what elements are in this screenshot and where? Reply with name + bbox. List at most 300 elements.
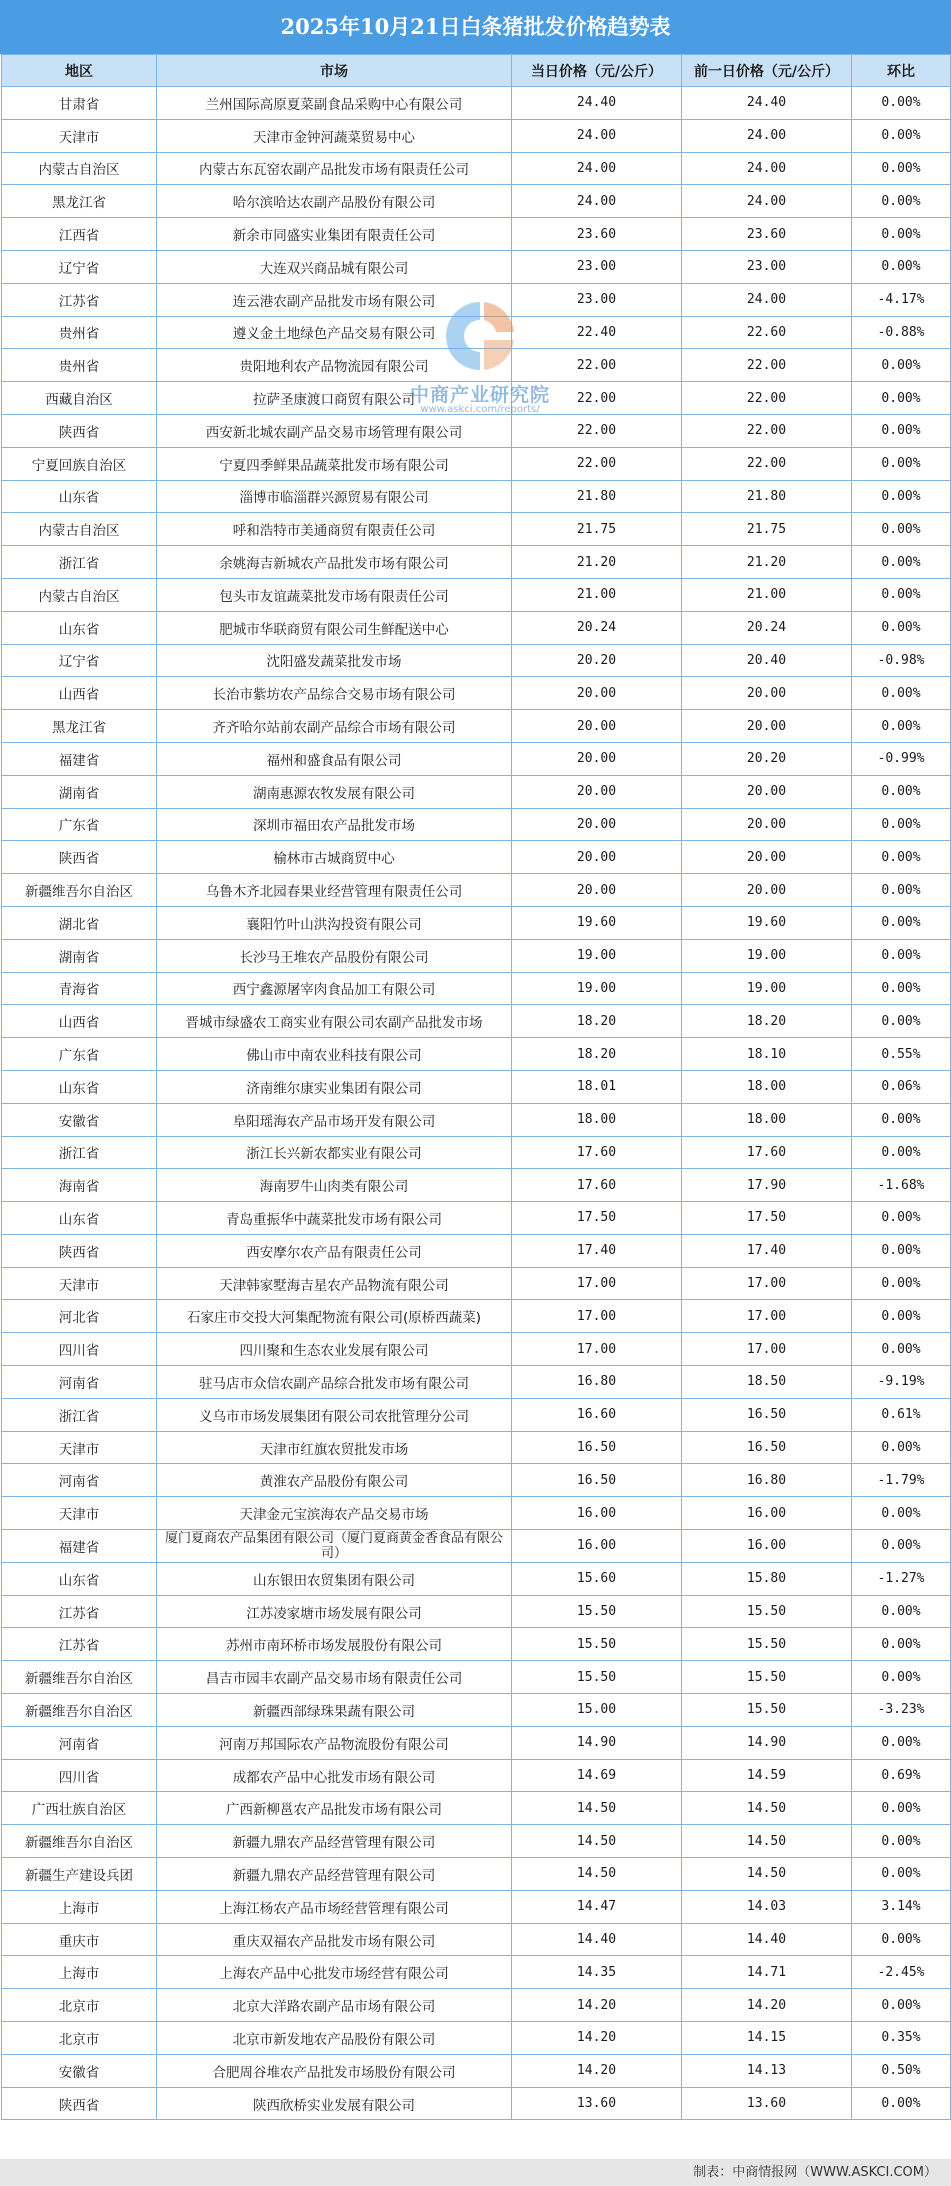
cell-prev-price: 22.00	[682, 414, 852, 447]
cell-change: -1.68%	[852, 1169, 951, 1202]
cell-prev-price: 18.00	[682, 1103, 852, 1136]
cell-change: 0.00%	[852, 250, 951, 283]
cell-change: 0.00%	[852, 1661, 951, 1694]
cell-prev-price: 14.71	[682, 1956, 852, 1989]
cell-change: 0.00%	[852, 1333, 951, 1366]
cell-today-price: 15.60	[512, 1562, 682, 1595]
cell-change: 0.00%	[852, 1628, 951, 1661]
cell-region: 四川省	[2, 1333, 157, 1366]
cell-region: 辽宁省	[2, 250, 157, 283]
cell-market: 兰州国际高原夏菜副食品采购中心有限公司	[157, 87, 512, 120]
header-change: 环比	[852, 55, 951, 87]
cell-region: 山东省	[2, 1202, 157, 1235]
cell-change: -0.88%	[852, 316, 951, 349]
cell-region: 江苏省	[2, 1628, 157, 1661]
cell-region: 湖南省	[2, 775, 157, 808]
cell-change: 0.00%	[852, 1726, 951, 1759]
cell-market: 包头市友谊蔬菜批发市场有限责任公司	[157, 578, 512, 611]
table-row	[2, 2087, 951, 2120]
header-today-price: 当日价格（元/公斤）	[512, 55, 682, 87]
table-row	[2, 775, 951, 808]
watermark-text: 中商产业研究院	[409, 384, 550, 406]
cell-change: 0.00%	[852, 1234, 951, 1267]
cell-market: 天津金元宝滨海农产品交易市场	[157, 1497, 512, 1530]
table-row	[2, 1628, 951, 1661]
cell-region: 北京市	[2, 1989, 157, 2022]
cell-change: 0.00%	[852, 611, 951, 644]
table-row	[2, 1792, 951, 1825]
cell-region: 江西省	[2, 218, 157, 251]
table-row	[2, 1858, 951, 1891]
cell-change: 0.00%	[852, 1267, 951, 1300]
cell-prev-price: 14.50	[682, 1792, 852, 1825]
table-row	[2, 382, 951, 415]
cell-region: 安徽省	[2, 1103, 157, 1136]
cell-region: 广东省	[2, 1038, 157, 1071]
cell-today-price: 18.20	[512, 1005, 682, 1038]
table-row	[2, 1202, 951, 1235]
cell-market: 宁夏四季鲜果品蔬菜批发市场有限公司	[157, 447, 512, 480]
cell-region: 湖南省	[2, 939, 157, 972]
cell-region: 山东省	[2, 1070, 157, 1103]
cell-change: 0.00%	[852, 1202, 951, 1235]
cell-region: 天津市	[2, 1431, 157, 1464]
cell-prev-price: 23.00	[682, 250, 852, 283]
cell-market: 厦门夏商农产品集团有限公司（厦门夏商黄金香食品有限公司）	[157, 1530, 512, 1563]
cell-today-price: 21.75	[512, 513, 682, 546]
cell-region: 新疆生产建设兵团	[2, 1858, 157, 1891]
cell-change: 0.35%	[852, 2022, 951, 2055]
cell-region: 重庆市	[2, 1923, 157, 1956]
table-row	[2, 87, 951, 120]
cell-today-price: 15.50	[512, 1661, 682, 1694]
cell-change: 0.00%	[852, 939, 951, 972]
cell-today-price: 24.00	[512, 185, 682, 218]
cell-change: 0.00%	[852, 1103, 951, 1136]
cell-prev-price: 13.60	[682, 2087, 852, 2120]
table-row	[2, 283, 951, 316]
cell-market: 海南罗牛山肉类有限公司	[157, 1169, 512, 1202]
cell-today-price: 20.00	[512, 808, 682, 841]
cell-today-price: 16.80	[512, 1366, 682, 1399]
cell-market: 长治市紫坊农产品综合交易市场有限公司	[157, 677, 512, 710]
cell-change: 0.00%	[852, 808, 951, 841]
cell-market: 西宁鑫源屠宰肉食品加工有限公司	[157, 972, 512, 1005]
cell-today-price: 18.00	[512, 1103, 682, 1136]
cell-market: 新余市同盛实业集团有限责任公司	[157, 218, 512, 251]
table-row	[2, 152, 951, 185]
cell-market: 新疆九鼎农产品经营管理有限公司	[157, 1825, 512, 1858]
cell-prev-price: 14.50	[682, 1825, 852, 1858]
cell-prev-price: 24.00	[682, 185, 852, 218]
cell-today-price: 22.00	[512, 447, 682, 480]
cell-region: 河南省	[2, 1464, 157, 1497]
cell-market: 青岛重振华中蔬菜批发市场有限公司	[157, 1202, 512, 1235]
table-row	[2, 1005, 951, 1038]
cell-region: 新疆维吾尔自治区	[2, 1661, 157, 1694]
cell-change: -0.99%	[852, 742, 951, 775]
cell-today-price: 14.35	[512, 1956, 682, 1989]
cell-today-price: 18.01	[512, 1070, 682, 1103]
table-title: 2025年10月21日白条猪批发价格趋势表	[0, 0, 951, 54]
cell-region: 天津市	[2, 1267, 157, 1300]
cell-region: 宁夏回族自治区	[2, 447, 157, 480]
cell-today-price: 24.00	[512, 119, 682, 152]
table-row	[2, 677, 951, 710]
cell-market: 河南万邦国际农产品物流股份有限公司	[157, 1726, 512, 1759]
table-body	[2, 87, 951, 2120]
table-row	[2, 185, 951, 218]
cell-region: 上海市	[2, 1890, 157, 1923]
cell-market: 四川聚和生态农业发展有限公司	[157, 1333, 512, 1366]
cell-market: 拉萨圣康渡口商贸有限公司	[157, 382, 512, 415]
table-row	[2, 546, 951, 579]
cell-market: 襄阳竹叶山洪沟投资有限公司	[157, 906, 512, 939]
cell-market: 余姚海吉新城农产品批发市场有限公司	[157, 546, 512, 579]
cell-region: 山西省	[2, 1005, 157, 1038]
cell-today-price: 16.00	[512, 1497, 682, 1530]
table-row	[2, 2054, 951, 2087]
cell-prev-price: 20.20	[682, 742, 852, 775]
cell-change: -2.45%	[852, 1956, 951, 1989]
cell-prev-price: 20.00	[682, 677, 852, 710]
cell-change: 0.00%	[852, 1431, 951, 1464]
cell-today-price: 18.20	[512, 1038, 682, 1071]
cell-region: 浙江省	[2, 1136, 157, 1169]
cell-market: 乌鲁木齐北园春果业经营管理有限责任公司	[157, 874, 512, 907]
cell-prev-price: 20.24	[682, 611, 852, 644]
cell-region: 贵州省	[2, 349, 157, 382]
cell-market: 北京市新发地农产品股份有限公司	[157, 2022, 512, 2055]
cell-today-price: 19.60	[512, 906, 682, 939]
cell-prev-price: 17.00	[682, 1300, 852, 1333]
cell-region: 湖北省	[2, 906, 157, 939]
cell-today-price: 19.00	[512, 972, 682, 1005]
cell-market: 淄博市临淄群兴源贸易有限公司	[157, 480, 512, 513]
cell-market: 哈尔滨哈达农副产品股份有限公司	[157, 185, 512, 218]
table-row	[2, 808, 951, 841]
cell-change: 0.50%	[852, 2054, 951, 2087]
cell-change: -1.79%	[852, 1464, 951, 1497]
cell-change: 0.00%	[852, 87, 951, 120]
table-row	[2, 939, 951, 972]
cell-change: 0.00%	[852, 382, 951, 415]
cell-market: 晋城市绿盛农工商实业有限公司农副产品批发市场	[157, 1005, 512, 1038]
table-row	[2, 2022, 951, 2055]
cell-market: 石家庄市交投大河集配物流有限公司(原桥西蔬菜)	[157, 1300, 512, 1333]
table-row	[2, 1136, 951, 1169]
cell-today-price: 20.00	[512, 841, 682, 874]
cell-market: 昌吉市园丰农副产品交易市场有限责任公司	[157, 1661, 512, 1694]
cell-market: 肥城市华联商贸有限公司生鲜配送中心	[157, 611, 512, 644]
cell-region: 四川省	[2, 1759, 157, 1792]
table-row	[2, 742, 951, 775]
cell-today-price: 15.00	[512, 1694, 682, 1727]
cell-region: 青海省	[2, 972, 157, 1005]
table-row	[2, 1070, 951, 1103]
table-row	[2, 1038, 951, 1071]
cell-market: 黄淮农产品股份有限公司	[157, 1464, 512, 1497]
cell-today-price: 15.50	[512, 1595, 682, 1628]
cell-prev-price: 14.15	[682, 2022, 852, 2055]
cell-prev-price: 16.00	[682, 1497, 852, 1530]
cell-change: 0.00%	[852, 972, 951, 1005]
cell-prev-price: 17.00	[682, 1267, 852, 1300]
table-row	[2, 480, 951, 513]
cell-market: 湖南惠源农牧发展有限公司	[157, 775, 512, 808]
table-row	[2, 1956, 951, 1989]
cell-market: 陕西欣桥实业发展有限公司	[157, 2087, 512, 2120]
cell-region: 江苏省	[2, 1595, 157, 1628]
cell-region: 辽宁省	[2, 644, 157, 677]
cell-region: 新疆维吾尔自治区	[2, 874, 157, 907]
cell-market: 义乌市市场发展集团有限公司农批管理分公司	[157, 1398, 512, 1431]
cell-region: 浙江省	[2, 1398, 157, 1431]
cell-prev-price: 18.50	[682, 1366, 852, 1399]
cell-prev-price: 21.20	[682, 546, 852, 579]
table-row	[2, 972, 951, 1005]
cell-region: 黑龙江省	[2, 185, 157, 218]
cell-today-price: 21.80	[512, 480, 682, 513]
cell-today-price: 15.50	[512, 1628, 682, 1661]
cell-region: 海南省	[2, 1169, 157, 1202]
cell-change: 0.00%	[852, 1497, 951, 1530]
cell-market: 呼和浩特市美通商贸有限责任公司	[157, 513, 512, 546]
cell-market: 西安新北城农副产品交易市场管理有限公司	[157, 414, 512, 447]
cell-market: 上海农产品中心批发市场经营有限公司	[157, 1956, 512, 1989]
cell-prev-price: 20.00	[682, 841, 852, 874]
cell-prev-price: 18.20	[682, 1005, 852, 1038]
table-row	[2, 447, 951, 480]
cell-today-price: 13.60	[512, 2087, 682, 2120]
cell-region: 甘肃省	[2, 87, 157, 120]
cell-prev-price: 14.59	[682, 1759, 852, 1792]
cell-market: 佛山市中南农业科技有限公司	[157, 1038, 512, 1071]
cell-region: 上海市	[2, 1956, 157, 1989]
cell-region: 陕西省	[2, 414, 157, 447]
cell-prev-price: 17.60	[682, 1136, 852, 1169]
cell-change: -4.17%	[852, 283, 951, 316]
cell-prev-price: 19.00	[682, 972, 852, 1005]
cell-change: -0.98%	[852, 644, 951, 677]
cell-today-price: 22.00	[512, 414, 682, 447]
table-row	[2, 1366, 951, 1399]
table-row	[2, 513, 951, 546]
footer-source: 制表：中商情报网（WWW.ASKCI.COM）	[0, 2159, 951, 2186]
cell-today-price: 14.90	[512, 1726, 682, 1759]
cell-market: 长沙马王堆农产品股份有限公司	[157, 939, 512, 972]
cell-region: 内蒙古自治区	[2, 513, 157, 546]
cell-prev-price: 24.40	[682, 87, 852, 120]
table-row	[2, 841, 951, 874]
cell-region: 陕西省	[2, 2087, 157, 2120]
cell-prev-price: 24.00	[682, 283, 852, 316]
cell-change: 0.00%	[852, 841, 951, 874]
cell-today-price: 20.00	[512, 710, 682, 743]
table-row	[2, 349, 951, 382]
cell-market: 榆林市古城商贸中心	[157, 841, 512, 874]
cell-market: 浙江长兴新农都实业有限公司	[157, 1136, 512, 1169]
cell-market: 阜阳瑶海农产品市场开发有限公司	[157, 1103, 512, 1136]
cell-change: 0.00%	[852, 710, 951, 743]
cell-market: 驻马店市众信农副产品综合批发市场有限公司	[157, 1366, 512, 1399]
cell-market: 连云港农副产品批发市场有限公司	[157, 283, 512, 316]
table-row	[2, 1595, 951, 1628]
cell-today-price: 14.50	[512, 1858, 682, 1891]
cell-today-price: 22.00	[512, 382, 682, 415]
cell-market: 济南维尔康实业集团有限公司	[157, 1070, 512, 1103]
cell-prev-price: 21.00	[682, 578, 852, 611]
cell-today-price: 17.60	[512, 1136, 682, 1169]
cell-region: 内蒙古自治区	[2, 578, 157, 611]
table-row	[2, 578, 951, 611]
table-row	[2, 644, 951, 677]
cell-region: 广西壮族自治区	[2, 1792, 157, 1825]
cell-prev-price: 20.00	[682, 808, 852, 841]
cell-prev-price: 15.50	[682, 1595, 852, 1628]
table-row	[2, 611, 951, 644]
cell-change: 0.00%	[852, 349, 951, 382]
header-row	[2, 55, 951, 87]
cell-region: 内蒙古自治区	[2, 152, 157, 185]
cell-change: 0.00%	[852, 1136, 951, 1169]
cell-today-price: 20.00	[512, 742, 682, 775]
cell-region: 浙江省	[2, 546, 157, 579]
cell-change: 0.69%	[852, 1759, 951, 1792]
cell-today-price: 14.47	[512, 1890, 682, 1923]
cell-region: 黑龙江省	[2, 710, 157, 743]
cell-today-price: 16.50	[512, 1464, 682, 1497]
cell-region: 陕西省	[2, 841, 157, 874]
cell-region: 贵州省	[2, 316, 157, 349]
cell-region: 福建省	[2, 1530, 157, 1563]
cell-market: 福州和盛食品有限公司	[157, 742, 512, 775]
cell-prev-price: 18.10	[682, 1038, 852, 1071]
cell-market: 重庆双福农产品批发市场有限公司	[157, 1923, 512, 1956]
table-row	[2, 1169, 951, 1202]
cell-today-price: 16.50	[512, 1431, 682, 1464]
price-table	[1, 54, 951, 2120]
cell-prev-price: 21.80	[682, 480, 852, 513]
cell-change: 0.00%	[852, 1005, 951, 1038]
cell-prev-price: 16.80	[682, 1464, 852, 1497]
table-row	[2, 1759, 951, 1792]
cell-prev-price: 23.60	[682, 218, 852, 251]
cell-region: 河南省	[2, 1726, 157, 1759]
table-row	[2, 414, 951, 447]
cell-region: 新疆维吾尔自治区	[2, 1694, 157, 1727]
cell-change: 0.55%	[852, 1038, 951, 1071]
cell-today-price: 20.00	[512, 775, 682, 808]
cell-market: 江苏凌家塘市场发展有限公司	[157, 1595, 512, 1628]
cell-region: 山西省	[2, 677, 157, 710]
cell-today-price: 19.00	[512, 939, 682, 972]
cell-change: 0.00%	[852, 1300, 951, 1333]
cell-region: 山东省	[2, 611, 157, 644]
cell-today-price: 17.50	[512, 1202, 682, 1235]
cell-change: -3.23%	[852, 1694, 951, 1727]
cell-prev-price: 15.50	[682, 1694, 852, 1727]
table-row	[2, 1923, 951, 1956]
cell-change: -9.19%	[852, 1366, 951, 1399]
cell-market: 遵义金土地绿色产品交易有限公司	[157, 316, 512, 349]
table-row	[2, 1267, 951, 1300]
cell-today-price: 24.40	[512, 87, 682, 120]
header-region: 地区	[2, 55, 157, 87]
table-row	[2, 316, 951, 349]
cell-change: 0.00%	[852, 1923, 951, 1956]
cell-today-price: 23.60	[512, 218, 682, 251]
cell-prev-price: 20.00	[682, 775, 852, 808]
cell-change: 0.00%	[852, 578, 951, 611]
cell-change: 0.00%	[852, 480, 951, 513]
cell-region: 西藏自治区	[2, 382, 157, 415]
cell-prev-price: 19.60	[682, 906, 852, 939]
cell-prev-price: 24.00	[682, 119, 852, 152]
cell-prev-price: 17.40	[682, 1234, 852, 1267]
cell-change: 0.00%	[852, 1595, 951, 1628]
cell-prev-price: 20.00	[682, 710, 852, 743]
cell-today-price: 20.24	[512, 611, 682, 644]
cell-today-price: 23.00	[512, 250, 682, 283]
table-row	[2, 1530, 951, 1563]
cell-market: 天津市金钟河蔬菜贸易中心	[157, 119, 512, 152]
cell-today-price: 17.00	[512, 1267, 682, 1300]
cell-prev-price: 24.00	[682, 152, 852, 185]
cell-prev-price: 22.00	[682, 382, 852, 415]
cell-change: 0.00%	[852, 447, 951, 480]
cell-market: 成都农产品中心批发市场有限公司	[157, 1759, 512, 1792]
cell-market: 内蒙古东瓦窑农副产品批发市场有限责任公司	[157, 152, 512, 185]
cell-change: 0.00%	[852, 1989, 951, 2022]
cell-change: -1.27%	[852, 1562, 951, 1595]
header-prev-price: 前一日价格（元/公斤）	[682, 55, 852, 87]
cell-today-price: 14.50	[512, 1792, 682, 1825]
table-row	[2, 1661, 951, 1694]
cell-prev-price: 20.00	[682, 874, 852, 907]
cell-market: 大连双兴商品城有限公司	[157, 250, 512, 283]
cell-today-price: 22.00	[512, 349, 682, 382]
cell-change: 0.00%	[852, 2087, 951, 2120]
cell-region: 河南省	[2, 1366, 157, 1399]
table-row	[2, 1726, 951, 1759]
table-row	[2, 1825, 951, 1858]
cell-change: 3.14%	[852, 1890, 951, 1923]
cell-prev-price: 15.50	[682, 1628, 852, 1661]
table-row	[2, 119, 951, 152]
cell-change: 0.00%	[852, 1530, 951, 1563]
cell-prev-price: 17.50	[682, 1202, 852, 1235]
cell-today-price: 14.20	[512, 1989, 682, 2022]
cell-region: 天津市	[2, 1497, 157, 1530]
cell-market: 苏州市南环桥市场发展股份有限公司	[157, 1628, 512, 1661]
cell-market: 沈阳盛发蔬菜批发市场	[157, 644, 512, 677]
table-row	[2, 710, 951, 743]
cell-prev-price: 16.50	[682, 1398, 852, 1431]
cell-change: 0.00%	[852, 906, 951, 939]
cell-change: 0.00%	[852, 775, 951, 808]
cell-market: 山东银田农贸集团有限公司	[157, 1562, 512, 1595]
cell-today-price: 17.40	[512, 1234, 682, 1267]
cell-change: 0.61%	[852, 1398, 951, 1431]
cell-change: 0.00%	[852, 874, 951, 907]
cell-change: 0.00%	[852, 1858, 951, 1891]
cell-today-price: 17.60	[512, 1169, 682, 1202]
table-row	[2, 1562, 951, 1595]
table-row	[2, 1300, 951, 1333]
cell-market: 西安摩尔农产品有限责任公司	[157, 1234, 512, 1267]
cell-prev-price: 18.00	[682, 1070, 852, 1103]
